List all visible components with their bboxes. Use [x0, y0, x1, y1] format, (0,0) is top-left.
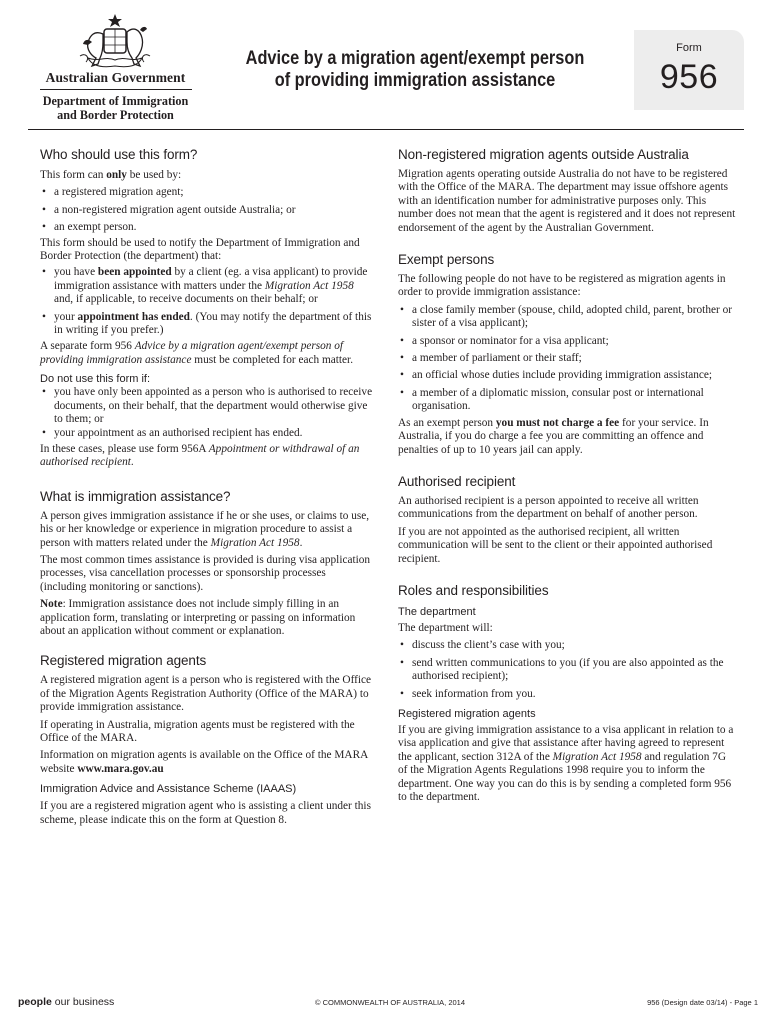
paragraph: This form can only be used by:: [40, 169, 182, 181]
bullet-list: [398, 639, 736, 701]
list-item: • you have only been appointed as a person who is authorised to receive documents, on their behalf, that the department would otherwise give to them; or: [42, 386, 373, 426]
section-heading: Non-registered migration agents outside Australia: [398, 147, 689, 162]
non-registered-agents-section: [398, 146, 736, 235]
page-header: [0, 0, 770, 130]
bullet-list: [40, 386, 375, 440]
what-is-assistance-section: [40, 488, 375, 639]
government-name-divider: [40, 89, 192, 90]
right-column: [398, 146, 736, 804]
list-item: • a registered migration agent;: [42, 186, 184, 199]
paragraph: Information on migration agents is available on the Office of the MARA website www.mara.gov.au: [40, 749, 368, 775]
who-should-use-section: [40, 146, 375, 367]
subsection-heading: Immigration Advice and Assistance Scheme (IAAAS): [40, 783, 297, 796]
paragraph: An authorised recipient is a person appointed to receive all written communications from the department on behalf of another person.: [398, 494, 699, 521]
paragraph: As an exempt person you must not charge a fee for your service. In Australia, if you do charge a fee you are committing an offence and penalties of up to 10 years jail can apply.: [398, 416, 709, 456]
subsection-heading: The department: [398, 605, 476, 618]
list-item: • your appointment has ended. (You may notify the department of this in writing if you prefer.): [42, 310, 372, 337]
subsection-heading: Do not use this form if:: [40, 373, 151, 386]
paragraph: The following people do not have to be registered as migration agents in order to provide immigration assistance:: [398, 273, 726, 299]
paragraph: A person gives immigration assistance if he or she uses, or claims to use, his or her knowledge or experience in migration procedure to assist a person with matters related under the Migration Act 1958.: [40, 509, 370, 549]
bullet-list: [40, 186, 375, 234]
government-name: Australian Government: [45, 70, 186, 85]
bullet-list: [40, 266, 375, 337]
section-heading: Exempt persons: [398, 252, 495, 268]
header-divider: [28, 129, 744, 130]
form-label: Form: [676, 42, 702, 54]
paragraph: In these cases, please use form 956A Appointment or withdrawal of an authorised recipient.: [40, 442, 360, 469]
list-item: • you have been appointed by a client (eg. a visa applicant) to provide immigration assistance with matters under the Migration Act 1958 and, if applicable, to receive documents on their behalf; or: [42, 266, 368, 306]
paragraph: This form should be used to notify the Department of Immigration and Border Protection (the department) that:: [40, 236, 360, 263]
iaaas-section: [40, 782, 375, 827]
paragraph: The department will:: [398, 621, 493, 634]
list-item: • discuss the client’s case with you;: [400, 639, 565, 652]
exempt-persons-section: [398, 251, 736, 457]
list-item: • send written communications to you (if you are also appointed as the authorised recipient);: [400, 656, 724, 683]
form-number-box: [634, 30, 744, 110]
list-item: • a non-registered migration agent outside Australia; or: [42, 203, 296, 216]
paragraph: A separate form 956 Advice by a migration agent/exempt person of providing immigration assistance must be completed for each matter.: [40, 340, 354, 366]
section-heading: Authorised recipient: [398, 473, 516, 489]
section-heading: Registered migration agents: [40, 653, 207, 669]
list-item: • an exempt person.: [42, 221, 137, 234]
list-item: • your appointment as an authorised recipient has ended.: [42, 426, 303, 439]
paragraph: The most common times assistance is provided is during visa application processes, visa cancellation processes or sponsorship processes (including monitoring or sanctions).: [40, 553, 371, 593]
list-item: • an official whose duties include providing immigration assistance;: [400, 369, 713, 382]
paragraph: Migration agents operating outside Australia do not have to be registered with the Office of the MARA. The department may issue offshore agents with an identification number for administrative purposes only. This number does not mean that the agent is registered and it does not represent endorsement of the agent by the Australian Government.: [398, 168, 736, 234]
do-not-use-section: [40, 372, 375, 469]
page-footer: [0, 994, 770, 1014]
note-paragraph: Note: Immigration assistance does not include simply filling in an application form, translating or interpreting or passing on information about an application without comment or explanation.: [40, 598, 356, 637]
list-item: • a sponsor or nominator for a visa applicant;: [400, 334, 609, 347]
left-column: [40, 146, 375, 827]
mara-website-link[interactable]: www.mara.gov.au: [77, 762, 164, 775]
footer-brand: people our business: [18, 996, 115, 1008]
form-number: 956: [659, 58, 719, 96]
footer-page-info: 956 (Design date 03/14) - Page 1: [647, 998, 758, 1007]
list-item: • a member of parliament or their staff;: [400, 352, 582, 365]
section-heading: What is immigration assistance?: [40, 488, 231, 504]
authorised-recipient-section: [398, 473, 736, 566]
roles-section: [398, 582, 736, 804]
paragraph: If you are a registered migration agent who is assisting a client under this scheme, please indicate this on the form at Question 8.: [40, 800, 371, 826]
paragraph: A registered migration agent is a person who is registered with the Office of the Migration Agents Registration Authority (Office of the MARA) to provide immigration assistance.: [40, 674, 372, 714]
footer-copyright: © COMMONWEALTH OF AUSTRALIA, 2014: [315, 998, 465, 1007]
list-item: • a close family member (spouse, child, adopted child, parent, brother or sister of a visa applicant);: [400, 303, 732, 330]
department-name: Department of Immigration and Border Protection: [42, 94, 189, 122]
bullet-list: [398, 304, 736, 414]
section-heading: Roles and responsibilities: [398, 582, 549, 598]
paragraph: If you are not appointed as the authorised recipient, all written communication will be sent to the client or their appointed authorised recipient.: [398, 525, 713, 565]
subsection-heading: Registered migration agents: [398, 707, 536, 720]
coat-of-arms-icon: [70, 12, 160, 74]
registered-agents-section: [40, 652, 375, 776]
form-title: Advice by a migration agent/exempt person of providing immigration assistance: [245, 48, 585, 91]
list-item: • a member of a diplomatic mission, consular post or international organisation.: [400, 386, 704, 413]
list-item: • seek information from you.: [400, 687, 536, 700]
section-heading: Who should use this form?: [40, 147, 198, 162]
paragraph: If you are giving immigration assistance to a visa applicant in relation to a visa application and give that assistance after having agreed to represent the applicant, section 312A of the Migration Act 1958 and regulation 7G of the Migration Agents Regulations 1998 require you to inform the department. One way you can do this is by sending a completed form 956 to the department.: [398, 723, 734, 803]
paragraph: If operating in Australia, migration agents must be registered with the Office of the MARA.: [40, 718, 355, 744]
